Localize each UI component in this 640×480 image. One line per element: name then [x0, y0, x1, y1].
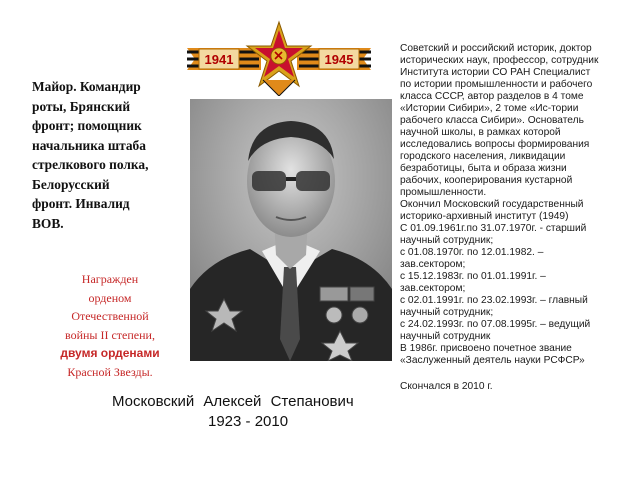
bio-line: с 02.01.1991г. по 23.02.1993г. – главный [400, 295, 588, 306]
person-name: Московский Алексей Степанович [112, 393, 354, 410]
bio-line: Института истории СО РАН Специалист [400, 67, 591, 78]
bio-line: научной школы, в рамках которой [400, 127, 561, 138]
emblem-year-start: 1941 [204, 52, 234, 67]
bio-line: рабочего класса Сибири». Основатель [400, 115, 584, 126]
bio-line: класса СССР, автор разделов в 4 томе [400, 91, 584, 102]
service-line: начальника штаба [32, 137, 146, 153]
bio-line: исторических наук, профессор, сотрудник [400, 55, 599, 66]
bio-line: городского населения, ликвидации [400, 151, 566, 162]
bio-line: рабочих, кооперирования кустарной [400, 175, 573, 186]
service-line: стрелкового полка, [32, 157, 149, 172]
awards-text [40, 270, 180, 381]
service-line: фронт; помощник [32, 118, 142, 133]
bio-line: с 01.08.1970г. по 12.01.1982. – [400, 247, 544, 258]
bio-line: научный сотрудник; [400, 307, 494, 318]
award-line: Отечественной [71, 309, 149, 323]
bio-line: промышленности. [400, 187, 487, 198]
bio-line: «Истории Сибири», 2 томе «Ис-тории [400, 103, 579, 114]
bio-line: В 1986г. присвоено почетное звание [400, 343, 572, 354]
bio-line: безработицы, быта и образа жизни [400, 163, 567, 174]
victory-emblem [183, 18, 375, 96]
bio-line: исследовались вопросы формирования [400, 139, 590, 150]
award-line: Награжден [81, 272, 139, 286]
bio-line: «Заслуженный деятель науки РСФСР» [400, 355, 585, 366]
bio-line: с 15.12.1983г. по 01.01.1991г. – [400, 271, 546, 282]
bio-line: С 01.09.1961г.по 31.07.1970г. - старший [400, 223, 587, 234]
award-line: войны II степени, [65, 327, 155, 342]
bio-line: историко-архивный институт (1949) [400, 211, 569, 222]
death-note: Скончался в 2010 г. [400, 381, 493, 392]
bio-line: с 24.02.1993г. по 07.08.1995г. – ведущий [400, 319, 591, 330]
emblem-year-end: 1945 [324, 52, 354, 67]
military-service-text [32, 77, 180, 233]
bio-line: Советский и российский историк, доктор [400, 43, 592, 54]
person-years: 1923 - 2010 [208, 413, 289, 430]
service-line: фронт. Инвалид [32, 196, 130, 211]
bio-line: по истории промышленности и рабочего [400, 79, 593, 90]
bio-line: научный сотрудник [400, 331, 491, 342]
spacer [400, 367, 635, 381]
service-line: роты, Брянский [32, 98, 131, 114]
biography-text [400, 43, 635, 393]
award-line: двумя орденами [60, 346, 160, 360]
service-line: ВОВ. [32, 215, 64, 231]
bio-line: Окончил Московский государственный [400, 199, 584, 210]
bio-line: научный сотрудник; [400, 235, 494, 246]
award-line: орденом [88, 290, 132, 305]
service-line: Белорусский [32, 176, 110, 192]
bio-line: зав.сектором; [400, 259, 466, 270]
award-line: Красной Звезды. [67, 364, 153, 379]
bio-line: зав.сектором; [400, 283, 466, 294]
service-line: Майор. Командир [32, 79, 141, 94]
portrait-photo [190, 99, 392, 361]
